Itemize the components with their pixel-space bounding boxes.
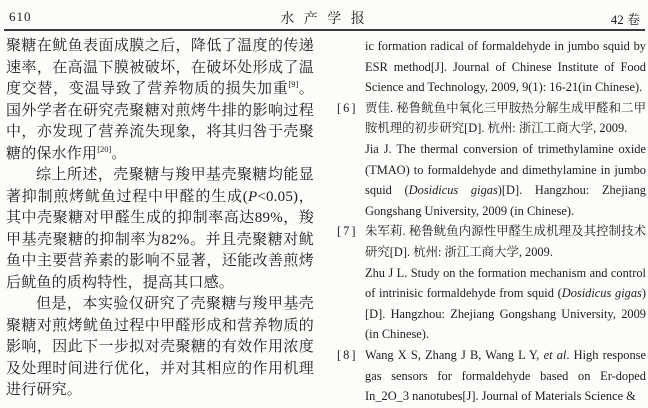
reference-text-en: Wang X S, Zhang J B, Wang L Y, et al. High response gas sensors for formaldehyde based on Er-doped In_2O_3 nanotubes[J]. Journal of Materials Science & [365, 347, 646, 404]
reference-text-zh: 朱军莉. 秘鲁鱿鱼内源性甲醛生成机理及其控制技术研究[D]. 杭州: 浙江工商大学, 2009. [365, 224, 646, 259]
page-number: 610 [9, 9, 32, 24]
volume-label: 42 卷 [610, 12, 640, 27]
reference-text-en: ic formation radical of formaldehyde in jumbo squid by ESR method[J]. Journal of Chinese Institute of Food Science and Technology, 2009, 9(1): 16-21(in Chinese). [365, 39, 646, 95]
page-content [6, 36, 646, 407]
reference-item-7 [337, 221, 646, 345]
reference-continuation [337, 36, 646, 98]
reference-item-6 [337, 98, 646, 222]
reference-number: [6] [337, 100, 358, 115]
journal-title: 水 产 学 报 [280, 12, 368, 27]
reference-number: [7] [337, 224, 358, 239]
left-column [6, 36, 314, 407]
header-rule [4, 29, 645, 31]
page-header [0, 6, 648, 28]
reference-number: [8] [337, 347, 358, 362]
body-paragraph-3: 但是，本实验仅研究了壳聚糖与羧甲基壳聚糖对煎烤鱿鱼过程中甲醛形成和营养物质的影响，因此下一步拟对壳聚糖的有效作用浓度及处理时间进行优化，并对其相应的作用机理进行研究。 [6, 296, 314, 398]
body-paragraph-1: 聚糖在鱿鱼表面成膜之后，降低了温度的传递速率，在高温下膜被破坏，在破坏处形成了温度交替，变温导致了营养物质的损失加重[9]。国外学者在研究壳聚糖对煎烤牛排的影响过程中，亦发现了营养流失现象，将其归咎于壳聚糖的保水作用[20]。 [6, 38, 315, 162]
reference-item-8 [337, 345, 646, 407]
reference-text-en: Zhu J L. Study on the formation mechanism and control of intrinisic formaldehyde from squid (Dosidicus gigas)[D]. Hangzhou: Zhejiang Gongshang University, 2009 (in Chinese). [365, 265, 647, 342]
right-column [337, 36, 646, 407]
reference-text-en: Jia J. The thermal conversion of trimethylamine oxide (TMAO) to formaldehyde and dimethylamine in jumbo squid (Dosidicus gigas)[D]. Hangzhou: Zhejiang Gongshang University, 2009 (in Chinese). [365, 141, 646, 218]
body-paragraph-2: 综上所述，壳聚糖与羧甲基壳聚糖均能显著抑制煎烤鱿鱼过程中甲醛的生成(P<0.05)，其中壳聚糖对甲醛生成的抑制率高达89%，羧甲基壳聚糖的抑制率为82%。并且壳聚糖对鱿鱼中主要营养素的影响不显著，还能改善煎烤后鱿鱼的质构特性，提高其口感。 [6, 167, 314, 291]
reference-text-zh: 贾佳. 秘鲁鱿鱼中氧化三甲胺热分解生成甲醛和二甲胺机理的初步研究[D]. 杭州: 浙江工商大学, 2009. [365, 100, 646, 136]
